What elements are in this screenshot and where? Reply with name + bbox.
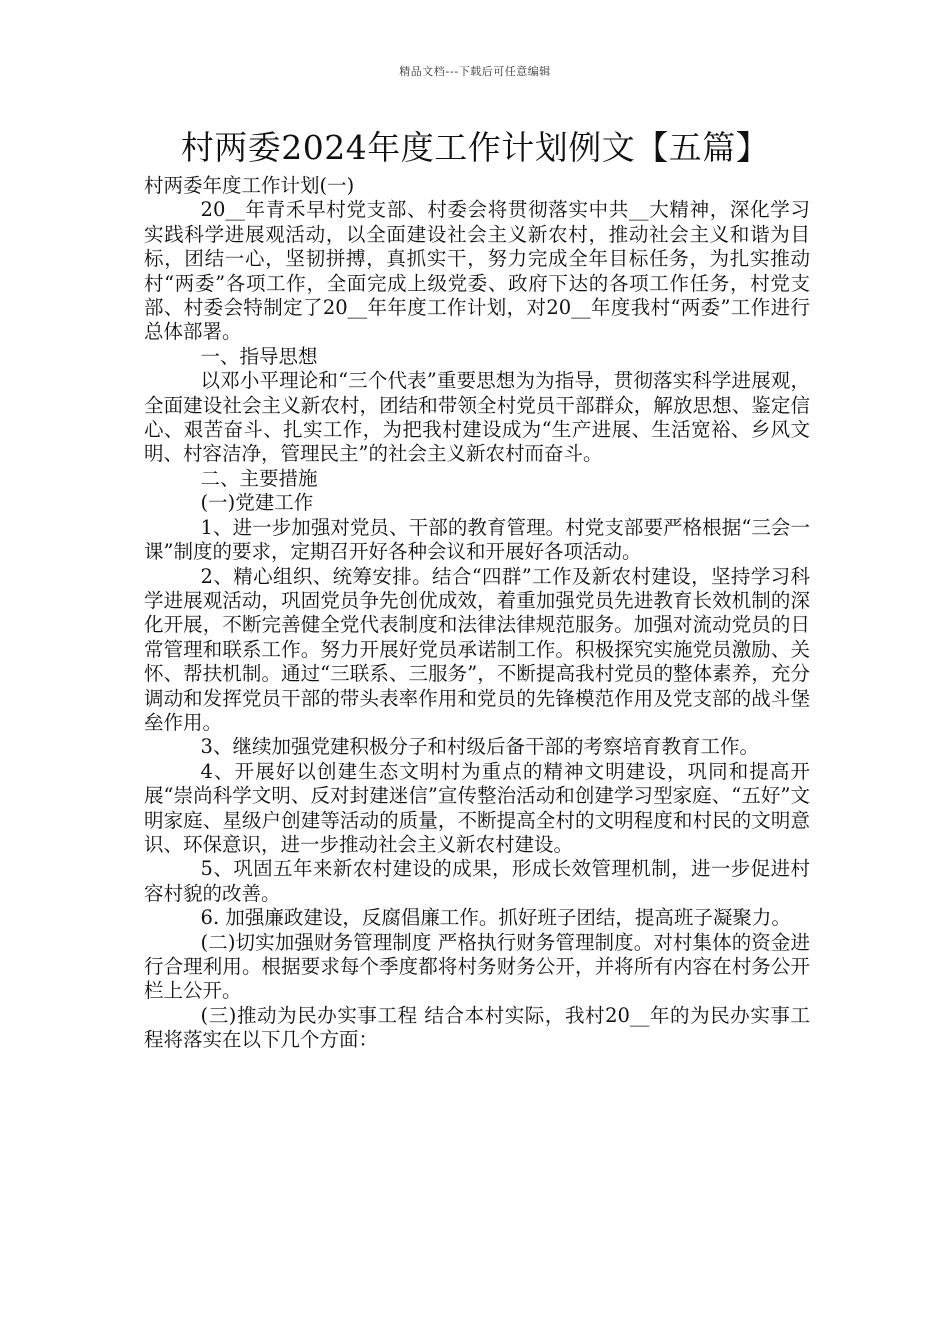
section-heading: 村两委年度工作计划(一) <box>144 174 355 197</box>
measure-item-2: 2、精心组织、统筹安排。结合“四群”工作及新农村建设，坚持学习科学进展观活动，巩固党员争先创优成效，着重加强党员先进教育长效机制的深化开展，不断完善健全党代表制度和法律法律规范服务。加强对流动党员的日常管理和联系工作。努力开展好党员承诺制工作。积极探究实施党员激励、关怀、帮扶机制。通过“三联系、三服务”，不断提高我村党员的整体素养，充分调动和发挥党员干部的带头表率作用和党员的先锋模范作用及党支部的战斗堡垒作用。 <box>144 564 810 734</box>
measure-item-5: 5、巩固五年来新农村建设的成果，形成长效管理机制，进一步促进村容村貌的改善。 <box>144 857 810 905</box>
heading-main-measures: 二、主要措施 <box>200 466 318 490</box>
page-header: 精品文档---下载后可任意编辑 <box>399 65 551 78</box>
finance-management-paragraph: (二)切实加强财务管理制度 严格执行财务管理制度。对村集体的资金进行合理利用。根据要求每个季度都将村务财务公开，并将所有内容在村务公开栏上公开。 <box>144 930 810 1003</box>
intro-paragraph: 20__年青禾早村党支部、村委会将贯彻落实中共__大精神，深化学习实践科学进展观活动，以全面建设社会主义新农村，推动社会主义和谐为目标，团结一心，坚韧拼搏，真抓实干，努力完成全年目标任务，为扎实推动村“两委”各项工作，全面完成上级党委、政府下达的各项工作任务，村党支部、村委会特制定了20__年年度工作计划，对20__年度我村“两委”工作进行总体部署。 <box>144 198 810 344</box>
measure-item-1: 1、进一步加强对党员、干部的教育管理。村党支部要严格根据“三会一课”制度的要求，定期召开好各种会议和开展好各项活动。 <box>144 515 810 564</box>
document-body <box>144 174 810 1053</box>
document-title: 村两委2024年度工作计划例文【五篇】 <box>180 128 770 167</box>
measure-item-4: 4、开展好以创建生态文明村为重点的精神文明建设，巩同和提高开展“崇尚科学文明、反对封建迷信”宣传整治活动和创建学习型家庭、“五好”文明家庭、星级户创建等活动的质量，不断提高全村的文明程度和村民的文明意识、环保意识，进一步推动社会主义新农村建设。 <box>144 759 810 856</box>
guiding-ideology-paragraph: 以邓小平理论和“三个代表”重要思想为为指导，贯彻落实科学进展观，全面建设社会主义新农村，团结和带领全村党员干部群众，解放思想、鉴定信心、艰苦奋斗、扎实工作，为把我村建设成为“生产进展、生活宽裕、乡风文明、村容洁净，管理民主”的社会主义新农村而奋斗。 <box>144 369 810 466</box>
heading-guiding-ideology: 一、指导思想 <box>200 344 318 368</box>
measure-item-3: 3、继续加强党建积极分子和村级后备干部的考察培育教育工作。 <box>200 735 759 759</box>
practical-projects-paragraph: (三)推动为民办实事工程 结合本村实际，我村20__年的为民办实事工程将落实在以下几个方面： <box>144 1003 810 1052</box>
subheading-party-building: (一)党建工作 <box>200 491 314 515</box>
measure-item-6: 6. 加强廉政建设，反腐倡廉工作。抓好班子团结，提高班子凝聚力。 <box>200 906 791 930</box>
